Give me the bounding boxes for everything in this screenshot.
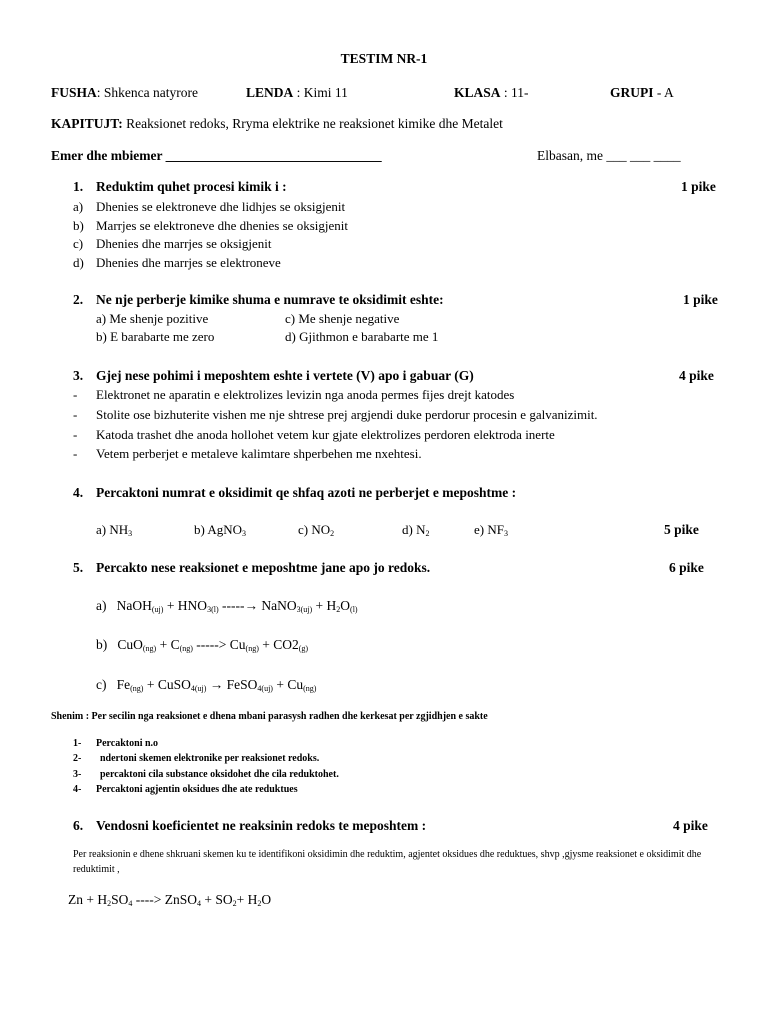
q4-option-d: d) $N_2$ [402, 522, 430, 538]
q4-text: Percaktoni numrat e oksidimit qe shfaq azoti ne perberjet e meposhtme : [96, 485, 517, 500]
q5-reaction-b: b) $CuO_{(ng)} + C_{(ng)}$ -----> $Cu_{(ng)} + CO2_{(g)}$ [96, 637, 309, 653]
q3-dash: - [73, 387, 78, 402]
name-field[interactable]: Emer dhe mbiemer ________________________________ [51, 148, 382, 163]
fusha-field [51, 86, 198, 101]
q1-number: 1. [73, 179, 84, 194]
q5-reaction-a: a) NaOH$_{(uj)}$ + $HNO_{3(l)}$ -----→ NaNO$_{3(uj)}$ + $H_2O_{(l)}$ [96, 598, 358, 614]
q1-points: 1 pike [681, 179, 716, 194]
q2-text: Ne nje perberje kimike shuma e numrave te oksidimit eshte: [96, 292, 444, 307]
q4-points: 5 pike [664, 522, 699, 537]
q1-option-d[interactable]: Dhenies dhe marrjes se elektroneve [96, 255, 281, 270]
q4-option-b: b) AgNO$_3$ [194, 522, 247, 538]
q3-points: 4 pike [679, 368, 714, 383]
q1-option-b[interactable]: Marrjes se elektroneve dhe dhenies se oksigjenit [96, 218, 348, 233]
q3-statement-3: Katoda trashet dhe anoda hollohet vetem kur gjate elektrolizes perdoren elektroda inerte [96, 427, 555, 442]
klasa-label: KLASA [454, 85, 501, 100]
q5-reaction-c: c) $Fe_{(ng)}$ + CuSO$_{4(uj)}$ → FeSO$_{4(uj)}$ + $Cu_{(ng)}$ [96, 677, 317, 693]
q5-points: 6 pike [669, 560, 704, 575]
lenda-label: LENDA [246, 85, 294, 100]
note-item-4: Percaktoni agjentin oksidues dhe ate reduktues [96, 784, 298, 795]
q5-text: Percakto nese reaksionet e meposhtme jane apo jo redoks. [96, 560, 431, 575]
q3-statement-1: Elektronet ne aparatin e elektrolizes levizin nga anoda permes fijes drejt katodes [96, 387, 515, 402]
q2-option-c[interactable]: c) Me shenje negative [285, 311, 400, 326]
q2-option-d[interactable]: d) Gjithmon e barabarte me 1 [285, 329, 439, 344]
q4-option-a: a) $NH_3$ [96, 522, 133, 538]
q1-option-c-letter: c) [73, 236, 84, 251]
note-text: Shenim : Per secilin nga reaksionet e dhena mbani parasysh radhen dhe kerkesat per zgjidhjen e sakte [51, 711, 488, 722]
klasa-field [454, 86, 529, 101]
q3-dash: - [73, 407, 78, 422]
q6-points: 4 pike [673, 818, 708, 833]
q1-option-a[interactable]: Dhenies se elektroneve dhe lidhjes se oksigjenit [96, 199, 346, 214]
q2-option-a[interactable]: a) Me shenje pozitive [96, 311, 209, 326]
grupi-value: - A [653, 85, 674, 100]
q3-statement-2: Stolite ose bizhuterite vishen me nje shtrese prej argjendi duke perdorur procesin e galvanizimit. [96, 407, 598, 422]
lenda-field [246, 86, 348, 101]
note-item-3: percaktoni cila substance oksidohet dhe cila reduktohet. [100, 769, 339, 780]
kapitujt-label: KAPITUJT: [51, 116, 123, 131]
note-item-2-num: 2- [73, 753, 82, 764]
q2-option-b[interactable]: b) E barabarte me zero [96, 329, 215, 344]
grupi-label: GRUPI [610, 85, 654, 100]
test-title: TESTIM NR-1 [340, 51, 428, 66]
q3-number: 3. [73, 368, 84, 383]
kapitujt-value: Reaksionet redoks, Rryma elektrike ne reaksionet kimike dhe Metalet [122, 116, 503, 131]
note-item-4-num: 4- [73, 784, 82, 795]
q1-option-d-letter: d) [73, 255, 84, 270]
note-item-3-num: 3- [73, 769, 82, 780]
q3-dash: - [73, 446, 78, 461]
q2-number: 2. [73, 292, 84, 307]
q4-number: 4. [73, 485, 84, 500]
q2-points: 1 pike [683, 292, 718, 307]
q6-number: 6. [73, 818, 84, 833]
lenda-value: : Kimi 11 [293, 85, 348, 100]
q3-statement-4: Vetem perberjet e metaleve kalimtare shperbehen me nxehtesi. [96, 446, 422, 461]
q1-option-c[interactable]: Dhenies dhe marrjes se oksigjenit [96, 236, 272, 251]
q5-number: 5. [73, 560, 84, 575]
q1-text: Reduktim quhet procesi kimik i : [96, 179, 287, 194]
note-item-1-num: 1- [73, 738, 82, 749]
note-item-1: Percaktoni n.o [96, 738, 159, 749]
kapitujt-field [51, 117, 503, 132]
q1-option-a-letter: a) [73, 199, 84, 214]
q4-option-e: e) $NF_3$ [474, 522, 508, 538]
q6-equation: $Zn + H_2SO_4$ ----> ZnSO$_4$ + $SO_2+ H_2O$ [68, 892, 272, 908]
q3-text: Gjej nese pohimi i meposhtem eshte i vertete (V) apo i gabuar (G) [96, 368, 474, 383]
q6-text: Vendosni koeficientet ne reaksinin redoks te meposhtem : [96, 818, 427, 833]
klasa-value: : 11- [500, 85, 529, 100]
q4-option-c: c) $NO_2$ [298, 522, 335, 538]
fusha-value: : Shkenca natyrore [96, 85, 198, 100]
grupi-field [610, 86, 674, 101]
date-field[interactable]: Elbasan, me ___ ___ ____ [537, 148, 681, 163]
q1-option-b-letter: b) [73, 218, 84, 233]
q6-instructions: Per reaksionin e dhene shkruani skemen ku te identifikoni oksidimin dhe reduktim, agjentet oksidues dhe reduktues, shvp ,gjysme reaksionet e oksidimit dhe reduktimit , [73, 849, 702, 875]
fusha-label: FUSHA [51, 85, 97, 100]
q3-dash: - [73, 427, 78, 442]
note-item-2: ndertoni skemen elektronike per reaksionet redoks. [100, 753, 320, 764]
